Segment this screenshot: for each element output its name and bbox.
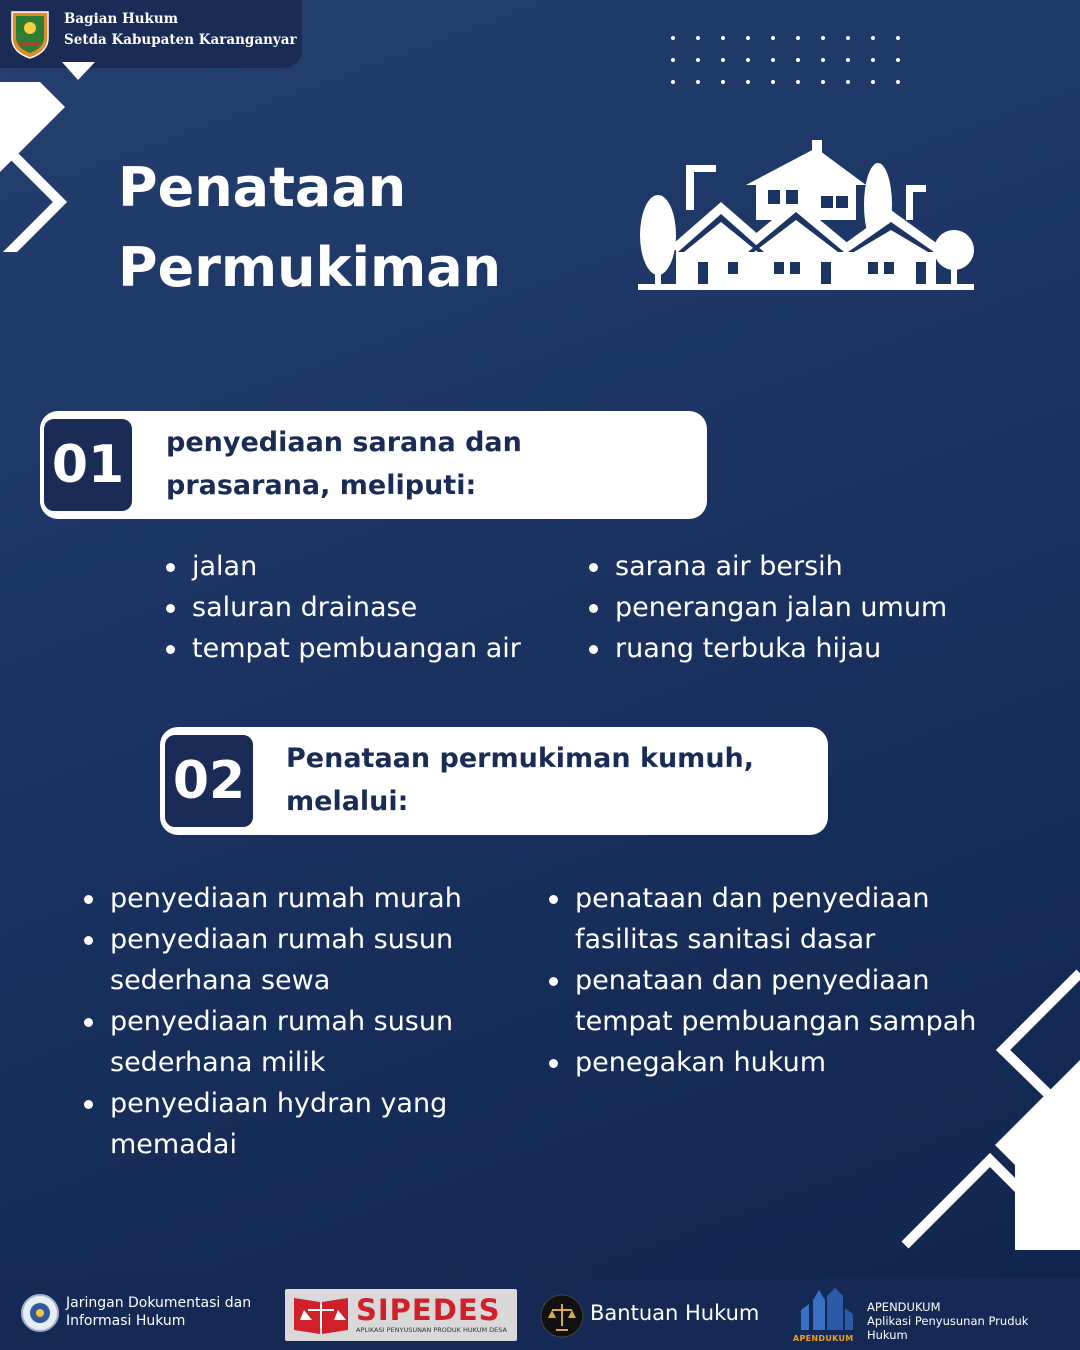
list-item: penerangan jalan umum (587, 587, 1027, 628)
decor-bottom-right (895, 965, 1080, 1255)
list-item: penyediaan rumah murah (82, 878, 492, 919)
jdih-label (66, 1294, 251, 1330)
apendukum-logo-text: APENDUKUM (793, 1334, 854, 1343)
scales-of-justice-icon (540, 1294, 584, 1338)
title-line2: Permukiman (118, 236, 502, 299)
list-item: penyediaan hydran yang memadai (82, 1083, 492, 1165)
section1-number: 01 (40, 415, 136, 515)
bantuan-hukum-label: Bantuan Hukum (590, 1301, 760, 1325)
decor-top-left (0, 62, 100, 252)
section2-heading-line1: Penataan permukiman kumuh, (286, 743, 755, 774)
apendukum-logo-icon (795, 1286, 855, 1334)
jdih-label-line1: Jaringan Dokumentasi dan (66, 1295, 252, 1311)
houses-icon (636, 140, 976, 300)
section1-list-left (164, 546, 584, 669)
list-item: penataan dan penyediaan fasilitas sanitasi dasar (547, 878, 1027, 960)
apendukum-sub-line2: Hukum (867, 1328, 908, 1342)
page-title (118, 148, 501, 308)
sipedes-subtitle: APLIKASI PENYUSUNAN PRODUK HUKUM DESA (356, 1326, 507, 1334)
jdih-logo-icon (20, 1293, 60, 1333)
list-item: penataan dan penyediaan tempat pembuangan sampah (547, 960, 1027, 1042)
section2-list-left (82, 878, 492, 1165)
section1-heading-line1: penyediaan sarana dan (166, 427, 522, 458)
section1-heading-line2: prasarana, meliputi: (166, 470, 477, 501)
section1-heading (166, 421, 522, 507)
apendukum-title: APENDUKUM (867, 1300, 941, 1314)
header-org-sub: Setda Kabupaten Karanganyar (64, 32, 297, 48)
sipedes-title: SIPEDES (356, 1293, 501, 1327)
list-item: tempat pembuangan air (164, 628, 584, 669)
karanganyar-emblem-icon (8, 8, 52, 60)
book-scale-icon (290, 1292, 352, 1338)
list-item: jalan (164, 546, 584, 587)
dot-grid-decor (665, 30, 915, 90)
header-org-name: Bagian Hukum (64, 11, 179, 27)
list-item: penyediaan rumah susun sederhana sewa (82, 919, 492, 1001)
title-line1: Penataan (118, 156, 407, 219)
list-item: sarana air bersih (587, 546, 1027, 587)
section2-number: 02 (161, 731, 257, 831)
section2-heading-line2: melalui: (286, 786, 409, 817)
list-item: penegakan hukum (547, 1042, 1027, 1083)
section1-list-right (587, 546, 1027, 669)
list-item: ruang terbuka hijau (587, 628, 1027, 669)
list-item: saluran drainase (164, 587, 584, 628)
section2-heading (286, 737, 754, 823)
jdih-label-line2: Informasi Hukum (66, 1313, 186, 1329)
apendukum-sub-line1: Aplikasi Penyusunan Pruduk (867, 1314, 1029, 1328)
list-item: penyediaan rumah susun sederhana milik (82, 1001, 492, 1083)
apendukum-label (867, 1300, 1028, 1342)
